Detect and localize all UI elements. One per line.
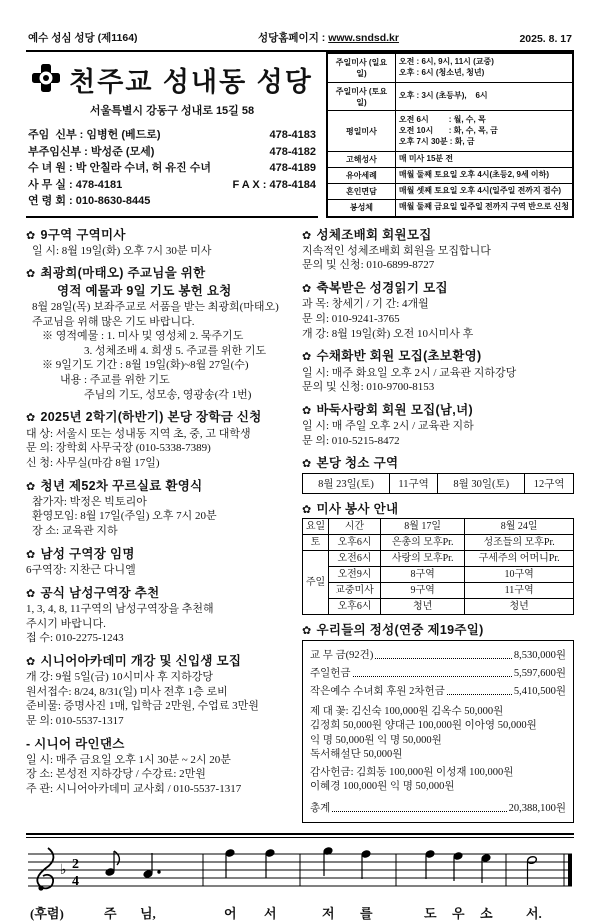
section-title — [26, 653, 288, 669]
text-line: 문의 및 신청: 010-9700-8153 — [302, 381, 435, 394]
church-logo-icon — [31, 63, 61, 96]
right-column — [302, 227, 574, 831]
church-address: 서울특별시 강동구 성내로 15길 58 — [89, 105, 255, 117]
section-offerings — [302, 622, 574, 823]
section-title-text: 바둑사랑회 회원 모집(남,녀) — [316, 402, 473, 417]
lyric-syllable: 주 — [104, 906, 117, 922]
section-mass-service — [302, 501, 574, 615]
offering-total-label: 총계 — [310, 803, 331, 815]
title-row — [26, 60, 318, 99]
text-line: 매월 둘째 금요일 일주일 전까지 구역 반으로 신청 — [398, 202, 569, 212]
text-line: 준비물: 증명사진 1매, 입학금 2만원, 수업료 3만원 — [26, 700, 259, 713]
table-row — [303, 534, 574, 550]
column-header: 8월 17일 — [381, 518, 465, 534]
table-cell: 사랑의 모후Pr. — [381, 550, 465, 566]
text-paragraph: 8월 28일(목) 보좌주교로 서품을 받는 최광희(마태오) 주교님을 위해 많은 기도 바랍니다. — [32, 300, 279, 328]
table-row — [327, 53, 573, 82]
offering-total-amount: 20,388,100원 — [508, 803, 566, 815]
table-cell: 12구역 — [525, 473, 574, 493]
contact-block — [26, 127, 318, 218]
offering-total-row — [310, 800, 566, 815]
mass-row-label: 평일미사 — [327, 111, 395, 152]
section-watercolor-class — [302, 348, 574, 395]
mass-schedule — [326, 52, 574, 218]
mass-row-label: 유아세례 — [327, 168, 395, 184]
text-line: ※ 영적예물 : 1. 미사 및 영성체 2. 묵주기도 — [42, 330, 244, 343]
text-line: 개 강: 9월 5일(금) 10시미사 후 지하강당 — [26, 671, 214, 684]
table-row — [327, 111, 573, 152]
section-district-mass — [26, 227, 288, 259]
text-line: 문 의: 010-5215-8472 — [302, 434, 400, 447]
section-title-text: 시니어아카데미 개강 및 신입생 모집 — [40, 653, 242, 668]
mass-schedule-table — [326, 52, 574, 218]
text-line: 환영모임: 8월 17일(주일) 오후 7시 20분 — [32, 510, 217, 523]
flower-bullet-icon: ✿ — [302, 351, 312, 364]
announcement-columns — [26, 227, 574, 831]
header-left — [26, 52, 318, 218]
text-line: 6구역장: 지찬근 다니엘 — [26, 563, 136, 576]
header — [26, 52, 574, 218]
text-line: 장 소: 본성전 지하강당 / 수강료: 2만원 — [26, 768, 206, 781]
table-cell: 오후6시 — [329, 534, 381, 550]
section-title — [26, 585, 288, 601]
contact-label: 수 녀 원 : 박 안칠라 수녀, 허 유진 수녀 — [28, 162, 211, 174]
mass-row-value — [395, 184, 573, 200]
section-bible-reading — [302, 280, 574, 341]
flower-bullet-icon: ✿ — [26, 655, 36, 668]
hymn-lyrics — [28, 903, 574, 923]
text-line: 오전 : 6시, 9시, 11시 (교중) — [398, 57, 494, 67]
section-title — [302, 280, 574, 296]
column-header: 시간 — [329, 518, 381, 534]
text-line: 매 미사 15분 전 — [398, 154, 454, 164]
table-row — [303, 582, 574, 598]
contact-row — [28, 127, 316, 144]
offering-row — [310, 647, 566, 662]
table-cell: 청년 — [465, 598, 574, 614]
lyric-syllable: 를 — [360, 906, 373, 922]
section-title-text: 남성 구역장 임명 — [40, 546, 135, 561]
mass-row-label: 봉성체 — [327, 200, 395, 217]
text-line: 김정희 50,000원 양대근 100,000원 이아영 50,000원 — [310, 720, 537, 732]
section-title — [26, 227, 288, 243]
section-title — [302, 455, 574, 471]
table-row — [303, 598, 574, 614]
table-row — [327, 184, 573, 200]
table-cell: 10구역 — [465, 566, 574, 582]
section-title-text: 9구역 구역미사 — [40, 227, 126, 242]
table-row — [327, 82, 573, 111]
table-row — [303, 550, 574, 566]
offering-row — [310, 665, 566, 680]
lyric-syllable: 어 — [224, 906, 237, 922]
table-cell: 11구역 — [465, 582, 574, 598]
text-line: 일 시: 매주 금요일 오후 1시 30분 ~ 2시 20분 — [26, 753, 231, 766]
column-header: 8월 24일 — [465, 518, 574, 534]
section-cleaning-area — [302, 455, 574, 493]
text-line: 과 목: 창세기 / 기 간: 4개월 — [302, 298, 429, 311]
section-title — [26, 478, 288, 494]
dotted-leader — [332, 811, 506, 812]
homepage-link[interactable]: www.sndsd.kr — [328, 32, 399, 44]
table-cell: 오전9시 — [329, 566, 381, 582]
notes-measure-2 — [225, 849, 275, 878]
text-line: 오전 6시 : 월, 수, 목 — [398, 115, 486, 125]
offering-label: 교 무 금(92건) — [310, 650, 374, 662]
flower-bullet-icon: ✿ — [26, 548, 36, 561]
hymn-staff — [28, 844, 576, 898]
text-line: 문 의: 010-9241-3765 — [302, 312, 400, 325]
section-title-text: 수채화반 회원 모집(초보환영) — [316, 349, 482, 364]
table-cell: 8구역 — [381, 566, 465, 582]
table-cell: 오전6시 — [329, 550, 381, 566]
text-line: 일 시: 매 주일 오후 2시 / 교육관 지하 — [302, 420, 474, 433]
table-cell: 11구역 — [390, 473, 438, 493]
section-baduk-club — [302, 402, 574, 449]
mass-row-value — [395, 53, 573, 82]
text-line: 문 의: 010-5537-1317 — [26, 714, 124, 727]
mass-row-value — [395, 168, 573, 184]
mass-row-label: 고해성사 — [327, 152, 395, 168]
section-adoration-members — [302, 227, 574, 274]
text-line: 오후 : 3시 (초등부), 6시 — [398, 91, 488, 101]
offering-box — [302, 640, 574, 823]
section-title-text: 축복받은 성경읽기 모집 — [316, 281, 448, 296]
table-row — [327, 168, 573, 184]
contact-row — [28, 177, 316, 194]
section-district-leader-appointment — [26, 546, 288, 578]
section-title — [26, 409, 288, 425]
text-line: 원서접수: 8/24, 8/31(일) 미사 전후 1층 로비 — [26, 685, 228, 698]
homepage-label: 성당홈페이지 : — [257, 32, 329, 44]
offering-label: 주일헌금 — [310, 668, 351, 680]
table-cell: 토 — [303, 534, 329, 550]
text-line: 문 의: 장학회 사무국장 (010-5338-7389) — [26, 442, 211, 455]
section-senior-linedance — [26, 736, 288, 797]
time-sig-top: 2 — [72, 857, 79, 873]
contact-label: 주임 신부 : 임병헌 (베드로) — [28, 129, 161, 141]
table-cell: 은총의 모후Pr. — [381, 534, 465, 550]
section-title — [302, 348, 574, 364]
flower-bullet-icon: ✿ — [26, 412, 36, 425]
contact-fax: F A X : 478-4184 — [232, 178, 316, 191]
homepage — [258, 30, 399, 45]
text-line: 참가자: 박정은 빅토리아 — [32, 495, 147, 508]
spacer — [310, 794, 566, 798]
section-title — [302, 501, 574, 517]
mass-row-label: 혼인면담 — [327, 184, 395, 200]
text-line: 문의 및 신청: 010-6899-8727 — [302, 259, 435, 272]
text-line: 오후 : 6시 (청소년, 청년) — [398, 67, 485, 77]
table-cell: 8월 30일(토) — [438, 473, 525, 493]
table-cell: 오후6시 — [329, 598, 381, 614]
text-line: 대 상: 서울시 또는 성내동 지역 초, 중, 고 대학생 — [26, 427, 251, 440]
dotted-leader — [447, 694, 512, 695]
text-line: 일 시: 매주 화요일 오후 2시 / 교육관 지하강당 — [302, 366, 517, 379]
flower-bullet-icon: ✿ — [302, 404, 312, 417]
text-line: ※ 9일기도 기간 : 8월 19일(화)~8월 27일(수) — [42, 359, 249, 372]
flat-sign: ♭ — [60, 862, 67, 879]
notes-measure-3 — [323, 847, 371, 879]
section-title-text: 우리들의 정성(연중 제19주일) — [316, 622, 484, 637]
text-line: 익 명 50,000원 익 명 50,000원 — [310, 734, 442, 746]
text-line: 제 대 꽃: 김신숙 100,000원 김옥수 50,000원 — [310, 706, 504, 718]
column-header: 요일 — [303, 518, 329, 534]
contact-row — [28, 144, 316, 161]
table-cell: 청년 — [381, 598, 465, 614]
flower-bullet-icon: ✿ — [26, 587, 36, 600]
offering-amount: 8,530,000원 — [513, 650, 566, 662]
table-cell: 구세주의 어머니Pr. — [465, 550, 574, 566]
offering-label: 작은예수 수녀회 후원 2차헌금 — [310, 686, 445, 698]
section-title-text: 청년 제52차 꾸르실료 환영식 — [40, 478, 203, 493]
section-scholarship — [26, 409, 288, 470]
table-cell: 성조들의 모후Pr. — [465, 534, 574, 550]
contact-label: 사 무 실 : 478-4181 — [28, 178, 123, 191]
section-title-text: 미사 봉사 안내 — [316, 501, 399, 516]
bottom-divider-thick — [26, 833, 574, 835]
text-line: 오후 7시 30분 : 화, 금 — [398, 136, 475, 146]
time-sig-bottom: 4 — [72, 874, 79, 890]
bulletin-date: 2025. 8. 17 — [519, 33, 572, 45]
lyric-syllable: 도 — [424, 906, 437, 922]
table-cell: 8월 23일(토) — [303, 473, 390, 493]
mass-row-label: 주일미사 (토요일) — [327, 82, 395, 111]
offering-amount: 5,410,500원 — [513, 686, 566, 698]
text-line: 매월 둘째 토요일 오후 4시(초등2, 9세 이하) — [398, 170, 550, 180]
contact-phone: 478-4189 — [269, 162, 316, 174]
top-meta-row — [26, 30, 574, 50]
dotted-leader — [375, 658, 512, 659]
cleaning-table — [302, 473, 574, 494]
text-line: 감사헌금: 김희동 100,000원 이성재 100,000원 — [310, 766, 514, 778]
contact-label: 부주임신부 : 박성준 (모세) — [28, 145, 155, 158]
section-cursillo-welcome — [26, 478, 288, 539]
final-barline — [568, 854, 572, 886]
section-title-text: 본당 청소 구역 — [316, 456, 399, 471]
text-line: 오전 10시 : 화, 수, 목, 금 — [398, 125, 498, 135]
flower-bullet-icon: ✿ — [302, 624, 312, 637]
text-line: 3. 성체조배 4. 희생 5. 주교를 위한 기도 — [84, 344, 267, 357]
flower-bullet-icon: ✿ — [26, 229, 36, 242]
text-line: 1, 3, 4, 8, 11구역의 남성구역장을 추천해 — [26, 602, 214, 615]
lyric-syllable: 서 — [264, 906, 277, 922]
hymn-section — [26, 844, 574, 923]
contact-row — [28, 193, 316, 210]
dotted-leader — [353, 676, 512, 677]
text-line: 지속적인 성체조배회 회원을 모집합니다 — [302, 244, 491, 257]
section-title: - 시니어 라인댄스 — [26, 736, 125, 751]
table-cell: 교중미사 — [329, 582, 381, 598]
left-column — [26, 227, 288, 831]
section-title-text: 공식 남성구역장 추천 — [40, 585, 160, 600]
text-line: 이혜경 100,000원 익 명 50,000원 — [310, 781, 455, 793]
flower-bullet-icon: ✿ — [302, 283, 312, 296]
section-title-line2: 영적 예물과 9일 기도 봉헌 요청 — [57, 283, 232, 298]
mass-row-label: 주일미사 (일요일) — [327, 53, 395, 82]
flower-bullet-icon: ✿ — [302, 458, 312, 471]
section-bishop-prayer — [26, 265, 288, 402]
offering-row — [310, 683, 566, 698]
text-line: 매월 셋째 토요일 오후 4시(일주일 전까지 접수) — [398, 186, 562, 196]
text-line: 개 강: 8월 19일(화) 오전 10시미사 후 — [302, 327, 474, 340]
contact-phone: 478-4182 — [269, 145, 316, 158]
text-line: 내용 : 주교를 위한 기도 — [60, 374, 170, 387]
lyric-syllable: 서. — [526, 906, 542, 922]
section-title — [302, 227, 574, 243]
table-cell: 9구역 — [381, 582, 465, 598]
mass-row-value — [395, 82, 573, 111]
section-title-text: 성체조배회 회원모집 — [316, 227, 432, 242]
church-title: 천주교 성내동 성당 — [69, 67, 313, 97]
mass-row-value — [395, 200, 573, 217]
text-line: 일 시: 8월 19일(화) 오후 7시 30분 미사 — [32, 244, 212, 257]
table-row — [327, 200, 573, 217]
offering-amount: 5,597,600원 — [513, 668, 566, 680]
section-title — [302, 622, 574, 638]
section-title — [26, 546, 288, 562]
section-title-text: 최광희(마태오) 주교님을 위한 — [40, 266, 206, 281]
table-cell: 주일 — [303, 550, 329, 614]
flower-bullet-icon: ✿ — [26, 268, 36, 281]
flower-bullet-icon: ✿ — [26, 480, 36, 493]
table-row — [303, 566, 574, 582]
text-line: 신 청: 사무실(마감 8월 17일) — [26, 456, 160, 469]
section-leader-recommendation — [26, 585, 288, 646]
text-line: 주 관: 시니어아카데미 교사회 / 010-5537-1317 — [26, 783, 242, 796]
refrain-label: (후렴) — [30, 906, 64, 922]
section-title-text: 2025년 2학기(하반기) 본당 장학금 신청 — [40, 410, 262, 425]
text-line: 접 수: 010-2275-1243 — [26, 632, 124, 645]
flower-bullet-icon: ✿ — [302, 229, 312, 242]
lyric-syllable: 저 — [322, 906, 335, 922]
contact-phone: 478-4183 — [269, 129, 316, 141]
contact-row — [28, 160, 316, 177]
table-header-row — [303, 518, 574, 534]
notes-measure-1 — [105, 851, 161, 878]
lyric-syllable: 님, — [140, 906, 156, 922]
mass-service-table — [302, 518, 574, 615]
section-title — [302, 402, 574, 418]
text-line: 장 소: 교육관 지하 — [32, 525, 118, 538]
mass-row-value — [395, 152, 573, 168]
table-row — [327, 152, 573, 168]
mass-row-value — [395, 111, 573, 152]
bottom-divider-thin — [26, 837, 574, 838]
flower-bullet-icon: ✿ — [302, 503, 312, 516]
section-senior-academy — [26, 653, 288, 729]
text-line: 주님의 기도, 성모송, 영광송(각 1번) — [84, 388, 252, 401]
text-line: 독서해설단 50,000원 — [310, 748, 403, 760]
lyric-syllable: 우 — [452, 906, 465, 922]
contact-label: 연 령 회 : 010-8630-8445 — [28, 195, 151, 207]
lyric-syllable: 소 — [480, 906, 493, 922]
section-title — [26, 265, 288, 281]
table-row — [303, 473, 574, 493]
text-line: 주시기 바랍니다. — [26, 617, 106, 630]
bulletin-issue: 예수 성심 성당 (제1164) — [28, 32, 138, 44]
